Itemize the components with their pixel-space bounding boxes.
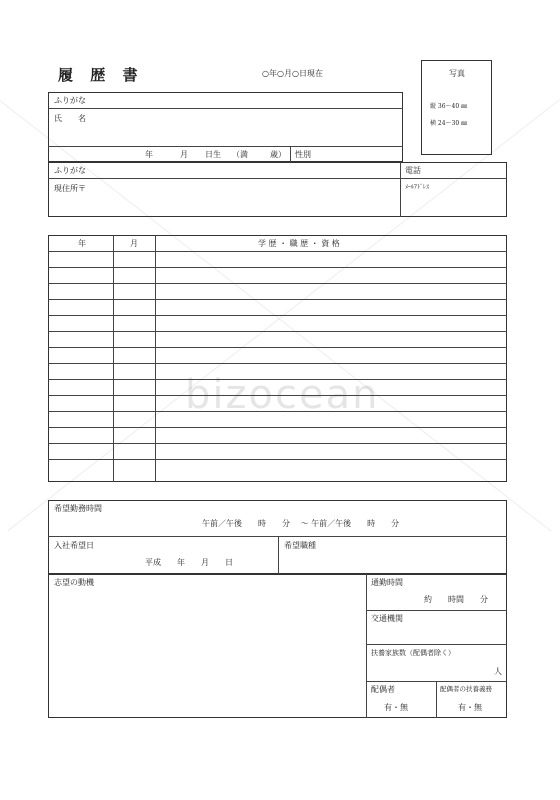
document-title: 履 歴 書 — [58, 66, 144, 84]
dependents-label: 扶養家族数（配偶者除く） — [371, 649, 455, 657]
photo-width-label: 横 24～30 ㎜ — [430, 120, 468, 127]
desired-job-label: 希望職種 — [284, 541, 316, 550]
start-date-label: 入社希望日 — [54, 541, 94, 550]
divider — [48, 178, 507, 179]
table-row — [48, 331, 507, 332]
birth-day-label: 日生 — [205, 150, 221, 159]
transport-field[interactable] — [371, 626, 501, 642]
birth-year-label: 年 — [145, 150, 153, 159]
table-row — [48, 267, 507, 268]
divider — [155, 235, 156, 482]
table-row — [48, 299, 507, 300]
table-row — [48, 443, 507, 444]
table-row — [48, 363, 507, 364]
table-row — [48, 347, 507, 348]
divider — [366, 610, 507, 611]
work-hours-label: 希望勤務時間 — [54, 504, 102, 513]
transport-label: 交通機関 — [371, 614, 403, 623]
divider — [48, 146, 403, 147]
address-furigana-label: ふりがな — [54, 166, 86, 175]
table-row — [48, 379, 507, 380]
phone-label: 電話 — [405, 166, 421, 175]
divider — [400, 162, 401, 217]
desired-job-field[interactable] — [284, 552, 502, 570]
age-unit-label: 歳） — [270, 150, 286, 159]
divider — [278, 536, 279, 574]
name-field[interactable] — [120, 110, 398, 144]
divider — [290, 146, 291, 162]
spouse-value[interactable]: 有・無 — [384, 703, 408, 712]
table-row — [48, 459, 507, 460]
divider — [366, 574, 367, 718]
photo-height-label: 縦 36～40 ㎜ — [430, 103, 468, 110]
watermark-text: bizocean — [185, 372, 380, 418]
date-as-of: ○年○月○日現在 — [262, 69, 323, 78]
commute-label: 通勤時間 — [371, 578, 403, 587]
table-row — [48, 395, 507, 396]
address-field[interactable] — [54, 196, 394, 214]
history-col-month: 月 — [130, 239, 138, 248]
history-table — [48, 235, 507, 482]
name-label: 氏 名 — [54, 114, 86, 123]
address-label: 現住所〒 — [54, 184, 86, 193]
divider — [436, 681, 437, 718]
photo-title: 写真 — [449, 69, 465, 78]
table-row — [48, 427, 507, 428]
motivation-field[interactable] — [54, 592, 360, 712]
table-row — [48, 283, 507, 284]
table-row — [48, 411, 507, 412]
divider — [113, 235, 114, 482]
history-col-content: 学 歴 ・ 職 歴 ・ 資 格 — [258, 239, 340, 248]
spouse-support-label: 配偶者の扶養義務 — [440, 685, 492, 693]
birth-month-label: 月 — [180, 150, 188, 159]
work-hours-line[interactable]: 午前／午後 時 分 ～ 午前／午後 時 分 — [202, 519, 400, 528]
table-row — [48, 315, 507, 316]
gender-label: 性別 — [295, 150, 311, 159]
start-date-line[interactable]: 平成 年 月 日 — [145, 558, 233, 567]
email-label: ﾒｰﾙｱﾄﾞﾚｽ — [405, 184, 430, 191]
age-label: （満 — [232, 150, 248, 159]
dependents-unit: 人 — [494, 667, 502, 676]
motivation-label: 志望の動機 — [54, 578, 94, 587]
spouse-label: 配偶者 — [371, 685, 395, 694]
commute-value[interactable]: 約 時間 分 — [424, 595, 488, 604]
spouse-support-value[interactable]: 有・無 — [458, 703, 482, 712]
divider — [366, 644, 507, 645]
divider — [48, 108, 403, 109]
furigana-label: ふりがな — [54, 96, 86, 105]
history-col-year: 年 — [78, 239, 86, 248]
table-row — [48, 251, 507, 252]
